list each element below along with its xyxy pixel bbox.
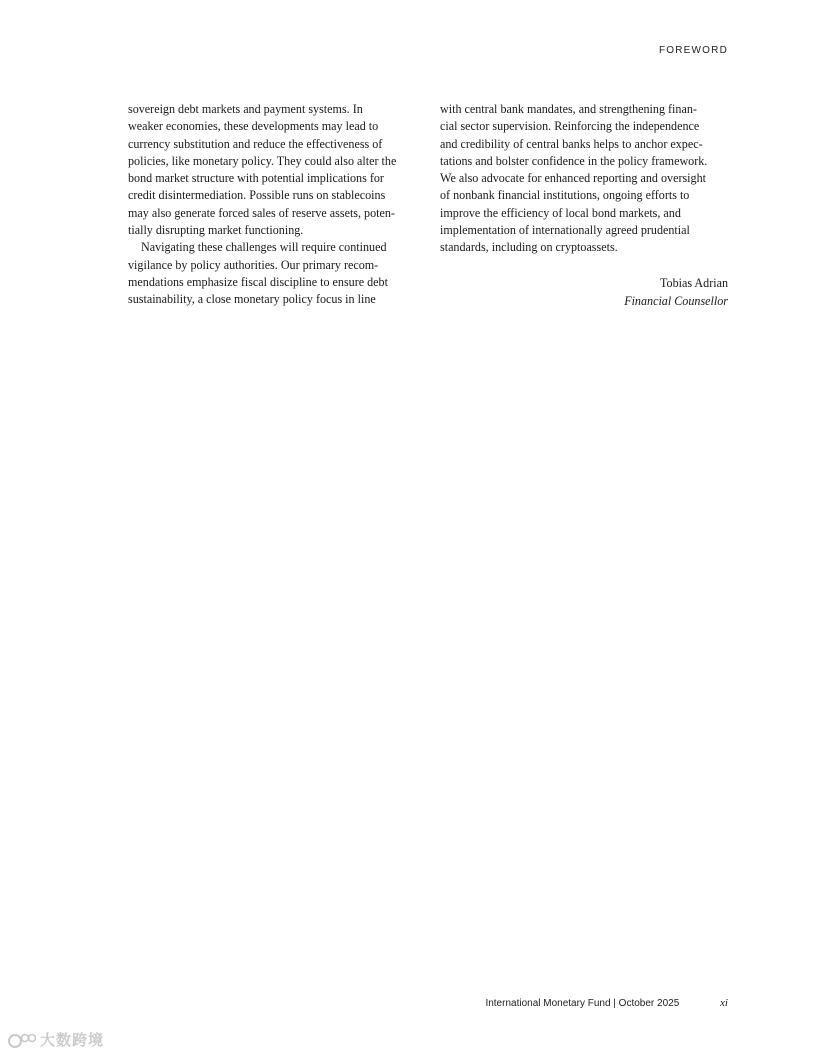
text-line: and credibility of central banks helps to anchor expec- [440,136,703,151]
watermark [8,1029,104,1050]
signature-name: Tobias Adrian [659,276,728,290]
text-line: tially disrupting market functioning. [128,223,304,238]
signature-title: Financial Counsellor [624,294,728,308]
text-line: sovereign debt markets and payment systems. In [128,102,363,116]
text-line: of nonbank financial institutions, ongoing efforts to [440,188,690,203]
left-text-column [128,101,418,309]
text-line: vigilance by policy authorities. Our primary recom- [128,257,379,272]
text-line: weaker economies, these developments may lead to [128,119,379,134]
footer-publisher-date: International Monetary Fund | October 2025 [485,998,680,1009]
right-text-column [440,101,730,257]
text-line: with central bank mandates, and strengthening finan- [440,102,697,116]
text-line: mendations emphasize fiscal discipline to ensure debt [128,274,388,289]
page-footer [485,997,728,1009]
text-line: sustainability, a close monetary policy focus in line [128,292,376,307]
text-line: cial sector supervision. Reinforcing the independence [440,119,700,134]
text-line: implementation of internationally agreed prudential [440,223,690,238]
text-line: We also advocate for enhanced reporting and oversight [440,171,706,186]
text-line: may also generate forced sales of reserve assets, poten- [128,205,395,220]
text-line: policies, like monetary policy. They could also alter the [128,153,397,168]
text-line: Navigating these challenges will require continued [141,240,387,255]
text-line: credit disintermediation. Possible runs on stablecoins [128,188,386,203]
text-line: bond market structure with potential implications for [128,171,384,186]
running-header: FOREWORD [658,45,728,56]
page-number: xi [720,997,728,1009]
watermark-text: 大数跨境 [40,1031,105,1049]
text-line: currency substitution and reduce the effectiveness of [128,136,383,151]
text-line: tations and bolster confidence in the policy framework. [440,153,708,168]
text-line: standards, including on cryptoassets. [440,240,618,255]
watermark-logo-icon [8,1031,36,1049]
text-line: improve the efficiency of local bond markets, and [440,205,681,220]
signature-block [624,274,728,310]
